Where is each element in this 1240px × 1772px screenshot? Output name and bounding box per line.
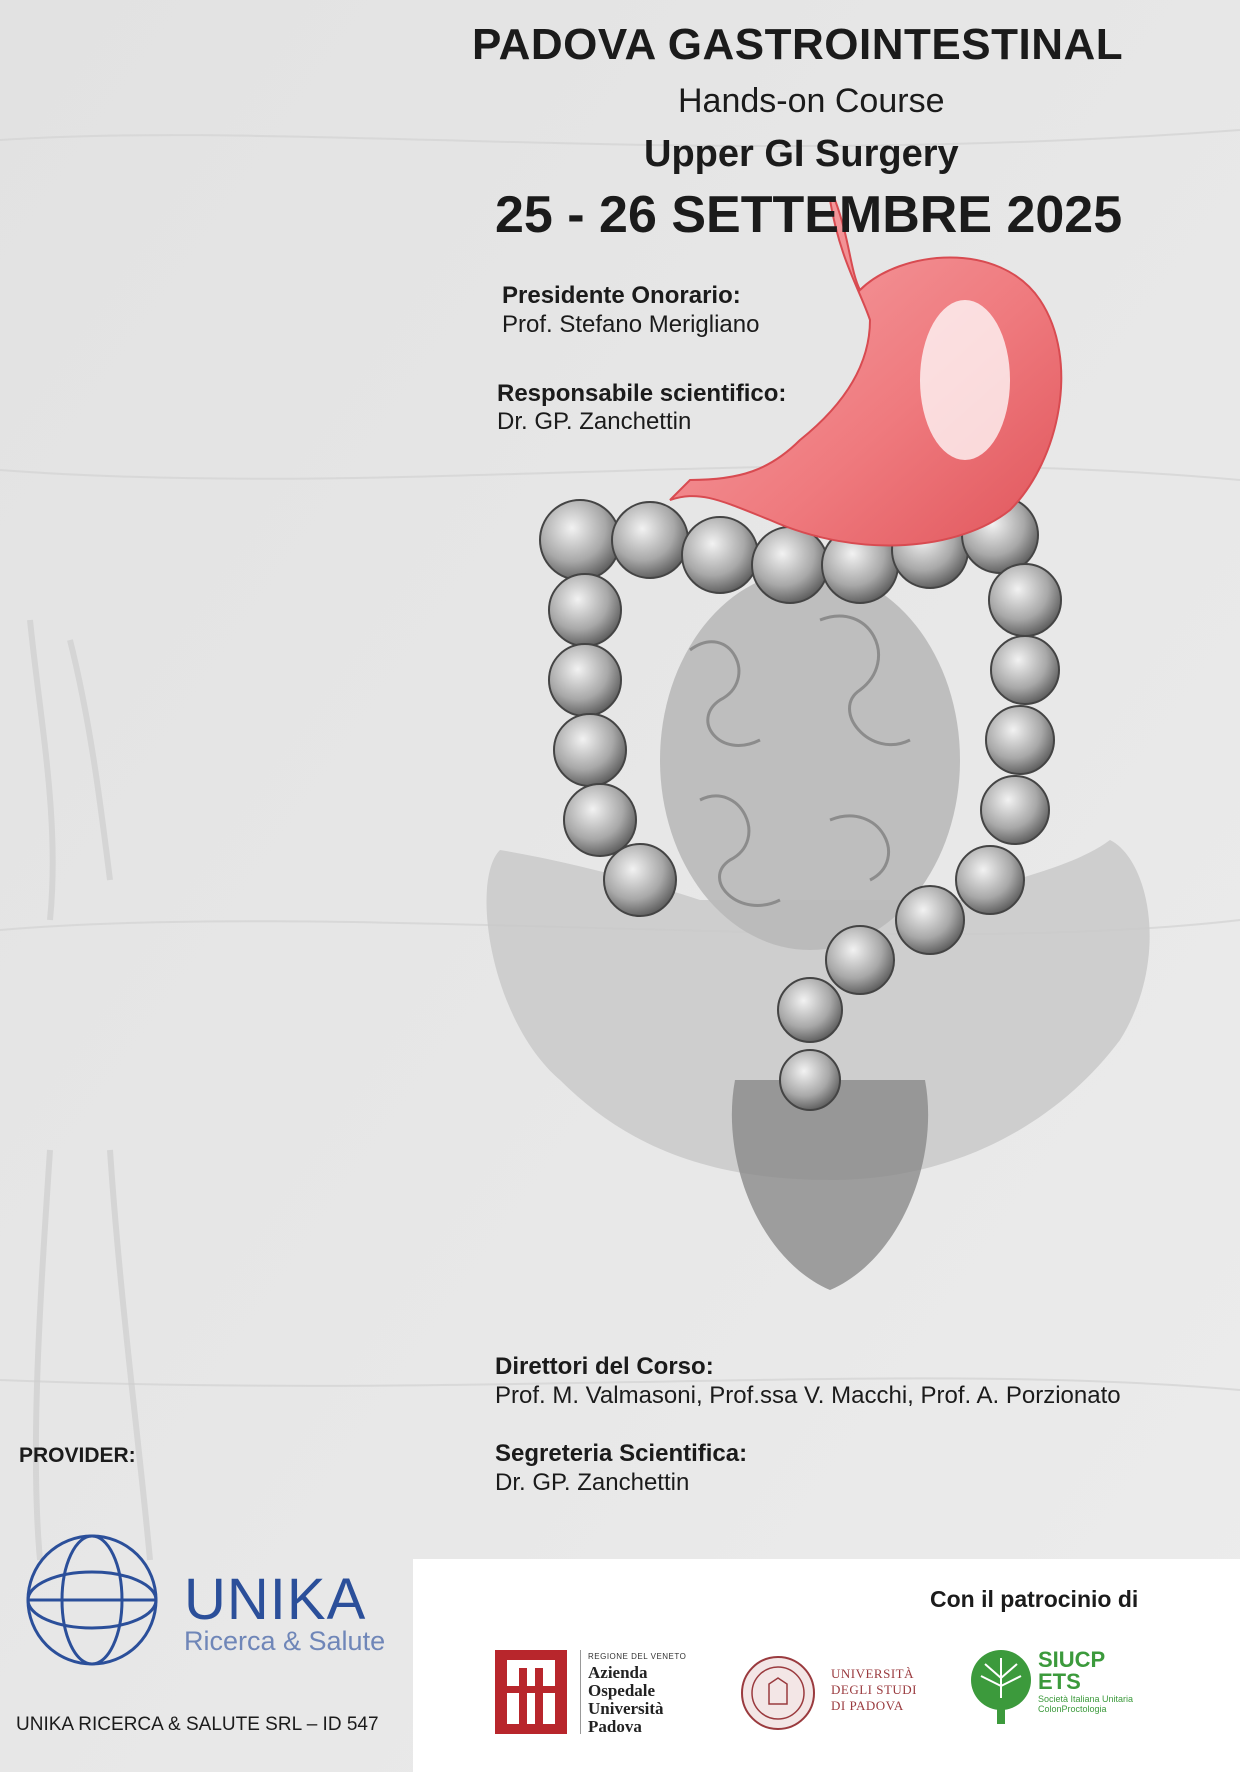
unipd-seal-icon <box>739 1654 817 1732</box>
presidente-label: Presidente Onorario: <box>502 282 741 309</box>
azienda-divider <box>580 1650 581 1734</box>
unika-globe-icon <box>22 1530 162 1670</box>
unika-logo-text: UNIKA <box>184 1567 367 1632</box>
segreteria-label: Segreteria Scientifica: <box>495 1440 748 1467</box>
direttori-names: Prof. M. Valmasoni, Prof.ssa V. Macchi, Prof. A. Porzionato <box>495 1382 1121 1409</box>
provider-label: PROVIDER: <box>19 1444 136 1467</box>
responsabile-name: Dr. GP. Zanchettin <box>497 408 692 435</box>
provider-id: UNIKA RICERCA & SALUTE SRL – ID 547 <box>16 1714 379 1735</box>
unipd-name <box>831 1666 917 1714</box>
course-subtitle: Hands-on Course <box>678 82 945 120</box>
siucp-title <box>1038 1649 1105 1693</box>
azienda-line-1: Azienda <box>588 1663 648 1682</box>
presidente-name: Prof. Stefano Merigliano <box>502 311 760 338</box>
segreteria-name: Dr. GP. Zanchettin <box>495 1469 690 1496</box>
unipd-line-2: DEGLI STUDI <box>831 1682 918 1697</box>
siucp-logo-icon <box>967 1648 1035 1728</box>
course-topic: Upper GI Surgery <box>644 133 959 175</box>
azienda-line-3: Università <box>588 1699 664 1718</box>
course-title: PADOVA GASTROINTESTINAL <box>472 20 1124 69</box>
azienda-ospedale-logo-icon <box>495 1650 567 1734</box>
siucp-subtitle: Società Italiana Unitaria ColonProctologia <box>1038 1694 1134 1714</box>
responsabile-label: Responsabile scientifico: <box>497 380 787 407</box>
course-date: 25 - 26 SETTEMBRE 2025 <box>495 186 1123 244</box>
patronage-label: Con il patrocinio di <box>930 1586 1139 1612</box>
siucp-line-2: ETS <box>1038 1669 1081 1694</box>
azienda-line-2: Ospedale <box>588 1681 656 1700</box>
unipd-line-3: DI PADOVA <box>831 1698 904 1713</box>
azienda-region: REGIONE DEL VENETO <box>588 1652 687 1661</box>
azienda-name <box>588 1664 664 1736</box>
stomach-highlight <box>920 300 1010 460</box>
unika-tagline: Ricerca & Salute <box>184 1626 386 1656</box>
direttori-label: Direttori del Corso: <box>495 1353 714 1380</box>
siucp-line-1: SIUCP <box>1038 1647 1106 1672</box>
unipd-line-1: UNIVERSITÀ <box>831 1666 914 1681</box>
azienda-line-4: Padova <box>588 1717 642 1736</box>
